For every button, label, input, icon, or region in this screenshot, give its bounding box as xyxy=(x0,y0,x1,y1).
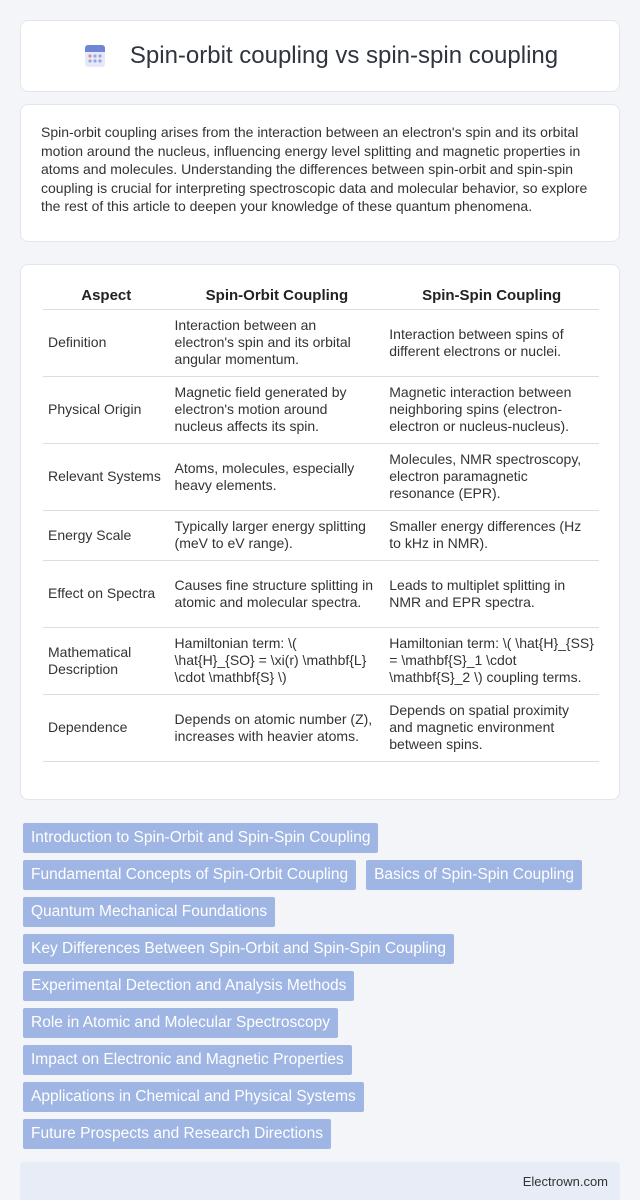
spin-spin-cell: Interaction between spins of different electrons or nuclei. xyxy=(384,309,599,376)
spin-orbit-cell: Atoms, molecules, especially heavy elements. xyxy=(170,443,385,510)
footer-site-name: Electrown.com xyxy=(522,1173,608,1189)
table-row xyxy=(43,627,599,694)
spin-spin-cell: Depends on spatial proximity and magnetic environment between spins. xyxy=(384,694,599,761)
table-row xyxy=(43,510,599,560)
table-row xyxy=(43,694,599,761)
spin-orbit-cell: Typically larger energy splitting (meV to eV range). xyxy=(170,510,385,560)
spin-orbit-cell: Magnetic field generated by electron's motion around nucleus affects its spin. xyxy=(170,376,385,443)
table-row xyxy=(43,443,599,510)
topic-tag[interactable]: Role in Atomic and Molecular Spectroscopy xyxy=(23,1008,338,1038)
aspect-cell: Energy Scale xyxy=(43,510,170,560)
topic-tag[interactable]: Basics of Spin-Spin Coupling xyxy=(366,860,582,890)
spin-orbit-cell: Depends on atomic number (Z), increases with heavier atoms. xyxy=(170,694,385,761)
topic-tag[interactable]: Impact on Electronic and Magnetic Properties xyxy=(23,1045,352,1075)
aspect-cell: Physical Origin xyxy=(43,376,170,443)
spin-spin-cell: Leads to multiplet splitting in NMR and EPR spectra. xyxy=(384,560,599,627)
spin-orbit-cell: Interaction between an electron's spin and its orbital angular momentum. xyxy=(170,309,385,376)
topic-tag[interactable]: Applications in Chemical and Physical Systems xyxy=(23,1082,364,1112)
topic-tag[interactable]: Key Differences Between Spin-Orbit and Spin-Spin Coupling xyxy=(23,934,454,964)
column-header-spin-orbit: Spin-Orbit Coupling xyxy=(170,283,385,309)
spin-orbit-cell: Hamiltonian term: \( \hat{H}_{SO} = \xi(r) \mathbf{L} \cdot \mathbf{S} \) xyxy=(170,627,385,694)
footer xyxy=(20,1162,620,1200)
spin-spin-cell: Smaller energy differences (Hz to kHz in NMR). xyxy=(384,510,599,560)
page-title: Spin-orbit coupling vs spin-spin coupling xyxy=(129,42,559,69)
spin-orbit-cell: Causes fine structure splitting in atomic and molecular spectra. xyxy=(170,560,385,627)
table-header-row xyxy=(43,283,599,309)
table-row xyxy=(43,376,599,443)
column-header-aspect: Aspect xyxy=(43,283,170,309)
topic-tag[interactable]: Future Prospects and Research Directions xyxy=(23,1119,331,1149)
aspect-cell: Mathematical Description xyxy=(43,627,170,694)
calculator-icon xyxy=(82,43,108,69)
spin-spin-cell: Hamiltonian term: \( \hat{H}_{SS} = \mathbf{S}_1 \cdot \mathbf{S}_2 \) coupling terms. xyxy=(384,627,599,694)
comparison-table xyxy=(43,283,599,762)
intro-card xyxy=(20,104,620,242)
spin-spin-cell: Magnetic interaction between neighboring spins (electron-electron or nucleus-nucleus). xyxy=(384,376,599,443)
table-row xyxy=(43,309,599,376)
intro-text: Spin-orbit coupling arises from the interaction between an electron's spin and its orbital motion around the nucleus, influencing energy level splitting and magnetic properties in atoms and molecules. Understanding the differences between spin-orbit and spin-spin coupling is crucial for interpreting spectroscopic data and molecular behavior, so explore the rest of this article to deepen your knowledge of these quantum phenomena. xyxy=(41,124,588,215)
related-topics xyxy=(23,823,623,1156)
aspect-cell: Definition xyxy=(43,309,170,376)
table-row xyxy=(43,560,599,627)
topic-tag[interactable]: Introduction to Spin-Orbit and Spin-Spin Coupling xyxy=(23,823,378,853)
spin-spin-cell: Molecules, NMR spectroscopy, electron paramagnetic resonance (EPR). xyxy=(384,443,599,510)
topic-tag[interactable]: Quantum Mechanical Foundations xyxy=(23,897,275,927)
column-header-spin-spin: Spin-Spin Coupling xyxy=(384,283,599,309)
header-card xyxy=(20,20,620,92)
topic-tag[interactable]: Fundamental Concepts of Spin-Orbit Coupling xyxy=(23,860,356,890)
aspect-cell: Relevant Systems xyxy=(43,443,170,510)
topic-tag[interactable]: Experimental Detection and Analysis Methods xyxy=(23,971,354,1001)
aspect-cell: Dependence xyxy=(43,694,170,761)
aspect-cell: Effect on Spectra xyxy=(43,560,170,627)
comparison-table-card xyxy=(20,264,620,800)
